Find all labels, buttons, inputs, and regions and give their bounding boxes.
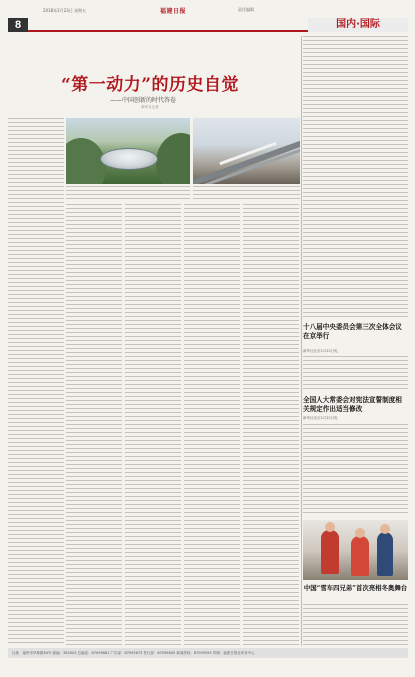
- issue-date: 2018年2月23日 星期五: [43, 8, 87, 13]
- athlete-figure: [321, 530, 339, 574]
- page-number: 8: [8, 18, 28, 32]
- newspaper-logo: 福建日报: [160, 8, 187, 15]
- athlete-figure: [351, 536, 369, 576]
- athlete-head: [380, 524, 390, 534]
- body-text-column-2: [66, 204, 122, 646]
- hill-shape: [156, 133, 190, 184]
- body-text-column-3: [125, 204, 181, 646]
- column-divider: [301, 36, 302, 646]
- athlete-figure: [377, 532, 393, 576]
- radio-telescope-dish: [100, 148, 158, 170]
- section-tab[interactable]: 国内·国际: [308, 18, 408, 32]
- telescope-photo: [66, 118, 190, 184]
- body-text-column-4: [184, 204, 240, 646]
- right-column-text-3: [303, 424, 408, 516]
- news-headline-3[interactable]: 中国“雪车四兄弟”首次亮相冬奥舞台: [303, 584, 408, 592]
- body-text-column-5: [243, 204, 299, 646]
- body-text-column-1: [8, 118, 64, 646]
- athlete-head: [325, 522, 335, 532]
- bridge-shape: [193, 134, 300, 184]
- news-byline-1: 新华社北京2月22日电: [303, 349, 338, 353]
- bullet-train-photo: [193, 118, 300, 184]
- right-column-text-1: [303, 36, 408, 320]
- page-header-bar: [8, 18, 408, 32]
- photo-caption-2: [193, 186, 300, 200]
- photo-caption-1: [66, 186, 190, 200]
- bobsleigh-team-photo: [303, 520, 408, 580]
- editor-info: 责任编辑: [238, 7, 254, 12]
- page-footer: 社址：福州市华林路84号 邮编：350003 总编室：87095661 广告部：87095673 发行部：87095600 新闻热线：87095555 印刷：福建日报社印务中心: [8, 648, 408, 658]
- feature-subhead: ——中国创新的时代答卷: [110, 97, 177, 104]
- right-column-text-2: [303, 356, 408, 392]
- athlete-head: [355, 528, 365, 538]
- right-column-text-4: [303, 604, 408, 646]
- news-headline-2[interactable]: 全国人大常委会对宪法宣誓制度相关规定作出适当修改: [303, 396, 402, 413]
- feature-headline: “第一动力”的历史自觉: [60, 75, 240, 95]
- news-byline-2: 新华社北京2月22日电: [303, 416, 338, 420]
- feature-byline: 新华社记者: [141, 105, 159, 109]
- news-headline-1[interactable]: 十八届中央委员会第三次全体会议在京举行: [303, 323, 402, 340]
- masthead: [8, 6, 408, 16]
